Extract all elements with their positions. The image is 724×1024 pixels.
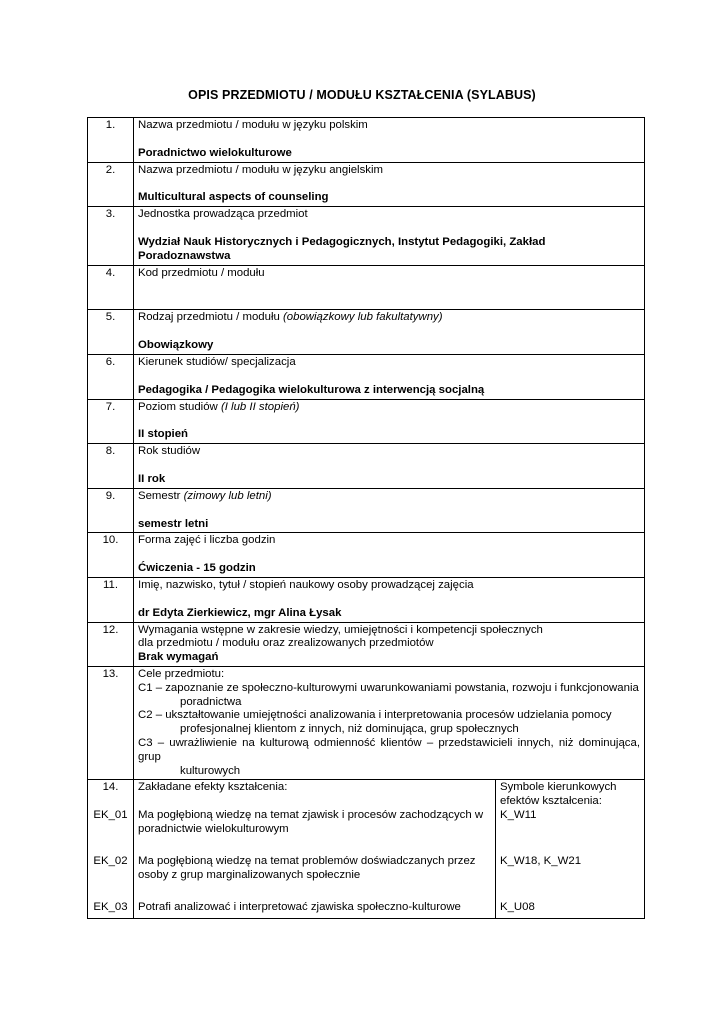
row-label [138, 445, 640, 459]
goal-text-continued: poradnictwa [180, 695, 242, 708]
row-number: 1. [88, 118, 134, 163]
row-label [138, 311, 640, 325]
syllabus-row [88, 118, 645, 163]
syllabus-row [88, 265, 645, 310]
row-number: 11. [88, 577, 134, 622]
row-value: Brak wymagań [138, 651, 219, 664]
document-title: OPIS PRZEDMIOTU / MODUŁU KSZTAŁCENIA (SYLABUS) [188, 88, 536, 102]
effect-code: EK_02 [93, 855, 128, 868]
row-value: Ćwiczenia - 15 godzin [138, 562, 256, 575]
row-label-text: Kod przedmiotu / modułu [138, 266, 265, 279]
syllabus-table [87, 117, 645, 919]
row-label-text: Nazwa przedmiotu / modułu w języku polskim [138, 119, 368, 131]
syllabus-row [88, 162, 645, 207]
row-content [134, 399, 645, 444]
row-content [134, 533, 645, 578]
row-value: II rok [138, 472, 166, 485]
row-label [138, 267, 640, 281]
row-content [134, 577, 645, 622]
row-number: 5. [88, 310, 134, 355]
effect-symbol: K_U08 [500, 901, 535, 914]
effect-text: Potrafi analizować i interpretować zjawiska społeczno-kulturowe [138, 901, 461, 914]
row-number: 3. [88, 207, 134, 265]
row-label [138, 119, 640, 133]
row-label [138, 401, 640, 415]
row-label [138, 208, 640, 222]
row-value: dr Edyta Zierkiewicz, mgr Alina Łysak [138, 606, 342, 619]
syllabus-row [88, 207, 645, 265]
row-spacer [138, 504, 640, 518]
goal-text: C2 – ukształtowanie umiejętności analizowania i interpretowania procesów udzielania pomocy [138, 709, 612, 722]
row-label-text: Wymagania wstępne w zakresie wiedzy, umiejętności i kompetencji społecznych [138, 623, 543, 636]
row-number: 10. [88, 533, 134, 578]
effects-symbols-header: Symbole kierunkowych efektów kształcenia: [500, 781, 617, 808]
row-number: 6. [88, 354, 134, 399]
row-content [134, 265, 645, 310]
effect-code: EK_01 [93, 809, 128, 822]
row-label [138, 534, 640, 548]
row-spacer [138, 370, 640, 384]
syllabus-row [88, 444, 645, 489]
row-label [138, 356, 640, 370]
effect-symbol: K_W18, K_W21 [500, 855, 582, 868]
row-number: 14. [102, 781, 119, 794]
goal-text-continued: kulturowych [180, 764, 241, 777]
goals-row [88, 666, 645, 779]
row-label-text: Jednostka prowadząca przedmiot [138, 208, 308, 221]
row-content [134, 310, 645, 355]
row-spacer [138, 325, 640, 339]
syllabus-row [88, 622, 645, 666]
row-label [138, 579, 640, 593]
goal-item [138, 737, 640, 778]
row-value: Pedagogika / Pedagogika wielokulturowa z interwencją socjalną [138, 383, 485, 396]
row-content [134, 162, 645, 207]
effect-text: Ma pogłębioną wiedzę na temat problemów doświadczanych przez osoby z grup marginalizowanych społecznie [138, 855, 476, 882]
row-value: Obowiązkowy [138, 339, 214, 352]
row-spacer [138, 133, 640, 147]
row-label-hint: (zimowy lub letni) [183, 489, 272, 502]
row-label-text: Poziom studiów [138, 400, 221, 413]
row-label-hint: (obowiązkowy lub fakultatywny) [283, 311, 443, 324]
row-label [138, 490, 640, 504]
row-content [134, 444, 645, 489]
row-spacer [138, 593, 640, 607]
row-content [134, 622, 645, 666]
row-value [138, 294, 640, 308]
row-number: 2. [88, 162, 134, 207]
row-number: 13. [88, 666, 134, 779]
effects-symbols [496, 780, 645, 919]
row-spacer [138, 414, 640, 428]
goals-content [134, 666, 645, 779]
row-content [134, 118, 645, 163]
row-content [134, 207, 645, 265]
row-label [138, 624, 640, 638]
row-number: 4. [88, 265, 134, 310]
goal-item [138, 682, 640, 710]
row-number: 9. [88, 488, 134, 533]
goals-label: Cele przedmiotu: [138, 667, 225, 680]
syllabus-row [88, 399, 645, 444]
row-label-hint: (I lub II stopień) [220, 400, 300, 413]
goal-text: C1 – zapoznanie ze społeczno-kulturowymi uwarunkowaniami powstania, rozwoju i funkcjonowania [138, 681, 639, 694]
row-spacer [138, 177, 640, 191]
row-value: II stopień [138, 428, 188, 441]
row-label-text: Kierunek studiów/ specjalizacja [138, 355, 296, 368]
syllabus-row [88, 577, 645, 622]
effect-text: Ma pogłębioną wiedzę na temat zjawisk i procesów zachodzących w poradnictwie wielokulturowym [138, 809, 484, 836]
effect-symbol: K_W11 [500, 809, 537, 822]
row-value: semestr letni [138, 517, 209, 530]
goal-item [138, 709, 640, 737]
effects-label: Zakładane efekty kształcenia: [138, 781, 288, 794]
row-label-text: Rok studiów [138, 445, 201, 458]
row-label-text: Forma zajęć i liczba godzin [138, 534, 276, 547]
row-spacer [138, 459, 640, 473]
row-label-text: Nazwa przedmiotu / modułu w języku angielskim [138, 163, 383, 176]
syllabus-row [88, 354, 645, 399]
row-label-text: Semestr [138, 489, 184, 502]
syllabus-row [88, 310, 645, 355]
effect-code: EK_03 [93, 901, 128, 914]
goal-text-continued: profesjonalnej klientom z innych, niż dominująca, grup społecznych [180, 723, 519, 736]
row-value: Wydział Nauk Historycznych i Pedagogicznych, Instytut Pedagogiki, Zakład Poradoznawstwa [138, 235, 546, 262]
syllabus-row [88, 533, 645, 578]
row-number: 8. [88, 444, 134, 489]
goal-text: C3 – uwrażliwienie na kulturową odmienność klientów – przedstawicieli innych, niż dominująca, grup [138, 736, 640, 763]
row-content [134, 488, 645, 533]
row-spacer [138, 280, 640, 294]
row-label-text: Imię, nazwisko, tytuł / stopień naukowy osoby prowadzącej zajęcia [138, 578, 474, 591]
row-content [134, 354, 645, 399]
row-number: 7. [88, 399, 134, 444]
row-spacer [138, 548, 640, 562]
row-label-line2: dla przedmiotu / modułu oraz zrealizowanych przedmiotów [138, 637, 434, 650]
row-value: Multicultural aspects of counseling [138, 191, 329, 204]
row-label [138, 164, 640, 178]
effects-codes [88, 780, 134, 919]
effects-row [88, 780, 645, 919]
row-spacer [138, 222, 640, 236]
syllabus-row [88, 488, 645, 533]
row-number: 12. [88, 622, 134, 666]
effects-texts [134, 780, 496, 919]
row-label-text: Rodzaj przedmiotu / modułu [138, 311, 283, 324]
row-value: Poradnictwo wielokulturowe [138, 146, 292, 159]
